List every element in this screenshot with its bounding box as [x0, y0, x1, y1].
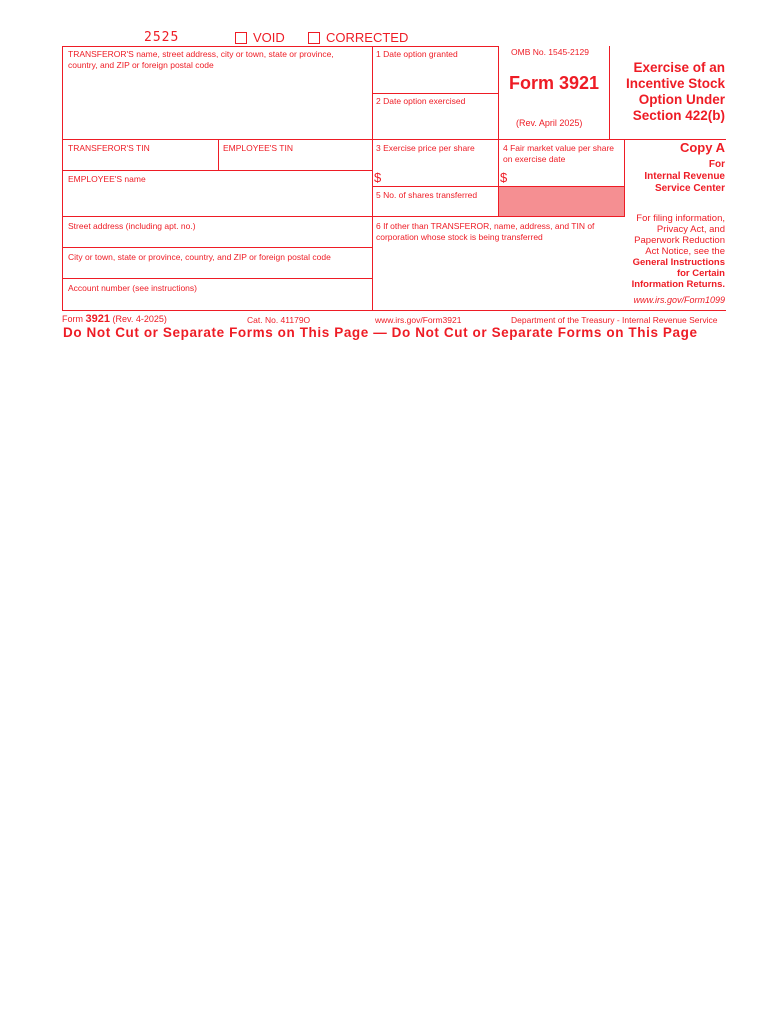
copy-recipient-line: For — [708, 159, 725, 170]
side-title-line: Section 422(b) — [632, 108, 725, 123]
instructions-url-link[interactable]: www.irs.gov/Form1099 — [633, 295, 725, 305]
side-title-line: Exercise of an — [633, 60, 725, 75]
notice-line: General Instructions — [632, 257, 725, 268]
grid-line — [62, 46, 498, 47]
grid-line — [62, 170, 372, 171]
corrected-label: CORRECTED — [326, 30, 409, 45]
footer-form-id — [62, 313, 167, 325]
form-code: 2525 — [144, 30, 180, 45]
box5-shares-field[interactable] — [373, 201, 497, 215]
transferor-tin-label: TRANSFEROR'S TIN — [68, 143, 150, 153]
transferor-name-field[interactable] — [63, 72, 371, 138]
form-revision: (Rev. April 2025) — [516, 118, 583, 128]
transferor-name-label: TRANSFEROR'S name, street address, city or town, state or province, country, and ZIP or foreign postal code — [68, 49, 334, 70]
grid-line — [372, 93, 498, 94]
form-title: Form 3921 — [509, 73, 600, 93]
box3-dollar-sign: $ — [374, 170, 382, 185]
notice-line: Privacy Act, and — [656, 224, 725, 235]
notice-line: Information Returns. — [631, 279, 725, 290]
account-number-field[interactable] — [63, 294, 371, 309]
footer-form-number: 3921 — [85, 313, 110, 325]
street-address-field[interactable] — [63, 232, 371, 246]
copy-recipient-line: Service Center — [654, 183, 725, 194]
box6-corporation-field[interactable] — [373, 244, 623, 309]
box2-label: 2 Date option exercised — [376, 96, 466, 106]
notice-line: Act Notice, see the — [645, 246, 725, 257]
corrected-checkbox[interactable] — [308, 32, 320, 44]
box6-label: 6 If other than TRANSFEROR, name, address, and TIN of corporation whose stock is being transferred — [376, 221, 595, 242]
employee-tin-field[interactable] — [219, 154, 371, 169]
grid-line — [624, 139, 625, 217]
transferor-tin-field[interactable] — [63, 154, 217, 169]
side-title-line: Option Under — [638, 92, 725, 107]
notice-line: Paperwork Reduction — [634, 235, 725, 246]
box4-dollar-sign: $ — [500, 170, 508, 185]
box3-label: 3 Exercise price per share — [376, 143, 475, 153]
box4-label: 4 Fair market value per share on exercise date — [503, 143, 615, 164]
grid-line — [62, 216, 624, 217]
city-field[interactable] — [63, 263, 371, 277]
copy-recipient-line: Internal Revenue — [644, 171, 725, 182]
box1-label: 1 Date option granted — [376, 49, 458, 59]
side-title-line: Incentive Stock — [625, 76, 725, 91]
void-checkbox[interactable] — [235, 32, 247, 44]
box1-date-granted-field[interactable] — [373, 60, 497, 92]
grid-line — [62, 247, 372, 248]
do-not-cut-notice: Do Not Cut or Separate Forms on This Page — Do Not Cut or Separate Forms on This Page — [63, 325, 698, 340]
street-address-label: Street address (including apt. no.) — [68, 221, 196, 231]
grid-line — [498, 46, 499, 139]
employee-name-label: EMPLOYEE'S name — [68, 174, 146, 184]
notice-line: for Certain — [676, 268, 725, 279]
grid-line — [62, 310, 726, 311]
account-number-label: Account number (see instructions) — [68, 283, 197, 293]
employee-tin-label: EMPLOYEE'S TIN — [223, 143, 293, 153]
footer-form-url-link[interactable]: www.irs.gov/Form3921 — [375, 315, 462, 325]
footer-cat-no: Cat. No. 41179O — [247, 315, 311, 325]
omb-number: OMB No. 1545-2129 — [511, 47, 589, 57]
grid-line — [62, 278, 372, 279]
box4-fair-market-value-field[interactable] — [510, 170, 622, 185]
side-title — [614, 60, 725, 124]
notice-line: For filing information, — [636, 213, 725, 224]
copy-recipient — [626, 159, 725, 195]
box3-exercise-price-field[interactable] — [384, 170, 496, 185]
void-label: VOID — [253, 30, 285, 45]
city-label: City or town, state or province, country, and ZIP or foreign postal code — [68, 252, 331, 262]
filing-notice — [620, 213, 725, 290]
box5-label: 5 No. of shares transferred — [376, 190, 478, 200]
footer-form-prefix: Form — [62, 314, 83, 324]
grid-line — [498, 139, 499, 217]
footer-department: Department of the Treasury - Internal Revenue Service — [511, 315, 718, 325]
copy-a-label: Copy A — [679, 140, 725, 155]
employee-name-field[interactable] — [63, 186, 371, 215]
grid-line — [62, 139, 726, 140]
box4-shaded-area — [498, 186, 624, 217]
grid-line — [609, 46, 610, 139]
box2-date-exercised-field[interactable] — [373, 107, 497, 138]
footer-form-rev: (Rev. 4-2025) — [112, 314, 167, 324]
